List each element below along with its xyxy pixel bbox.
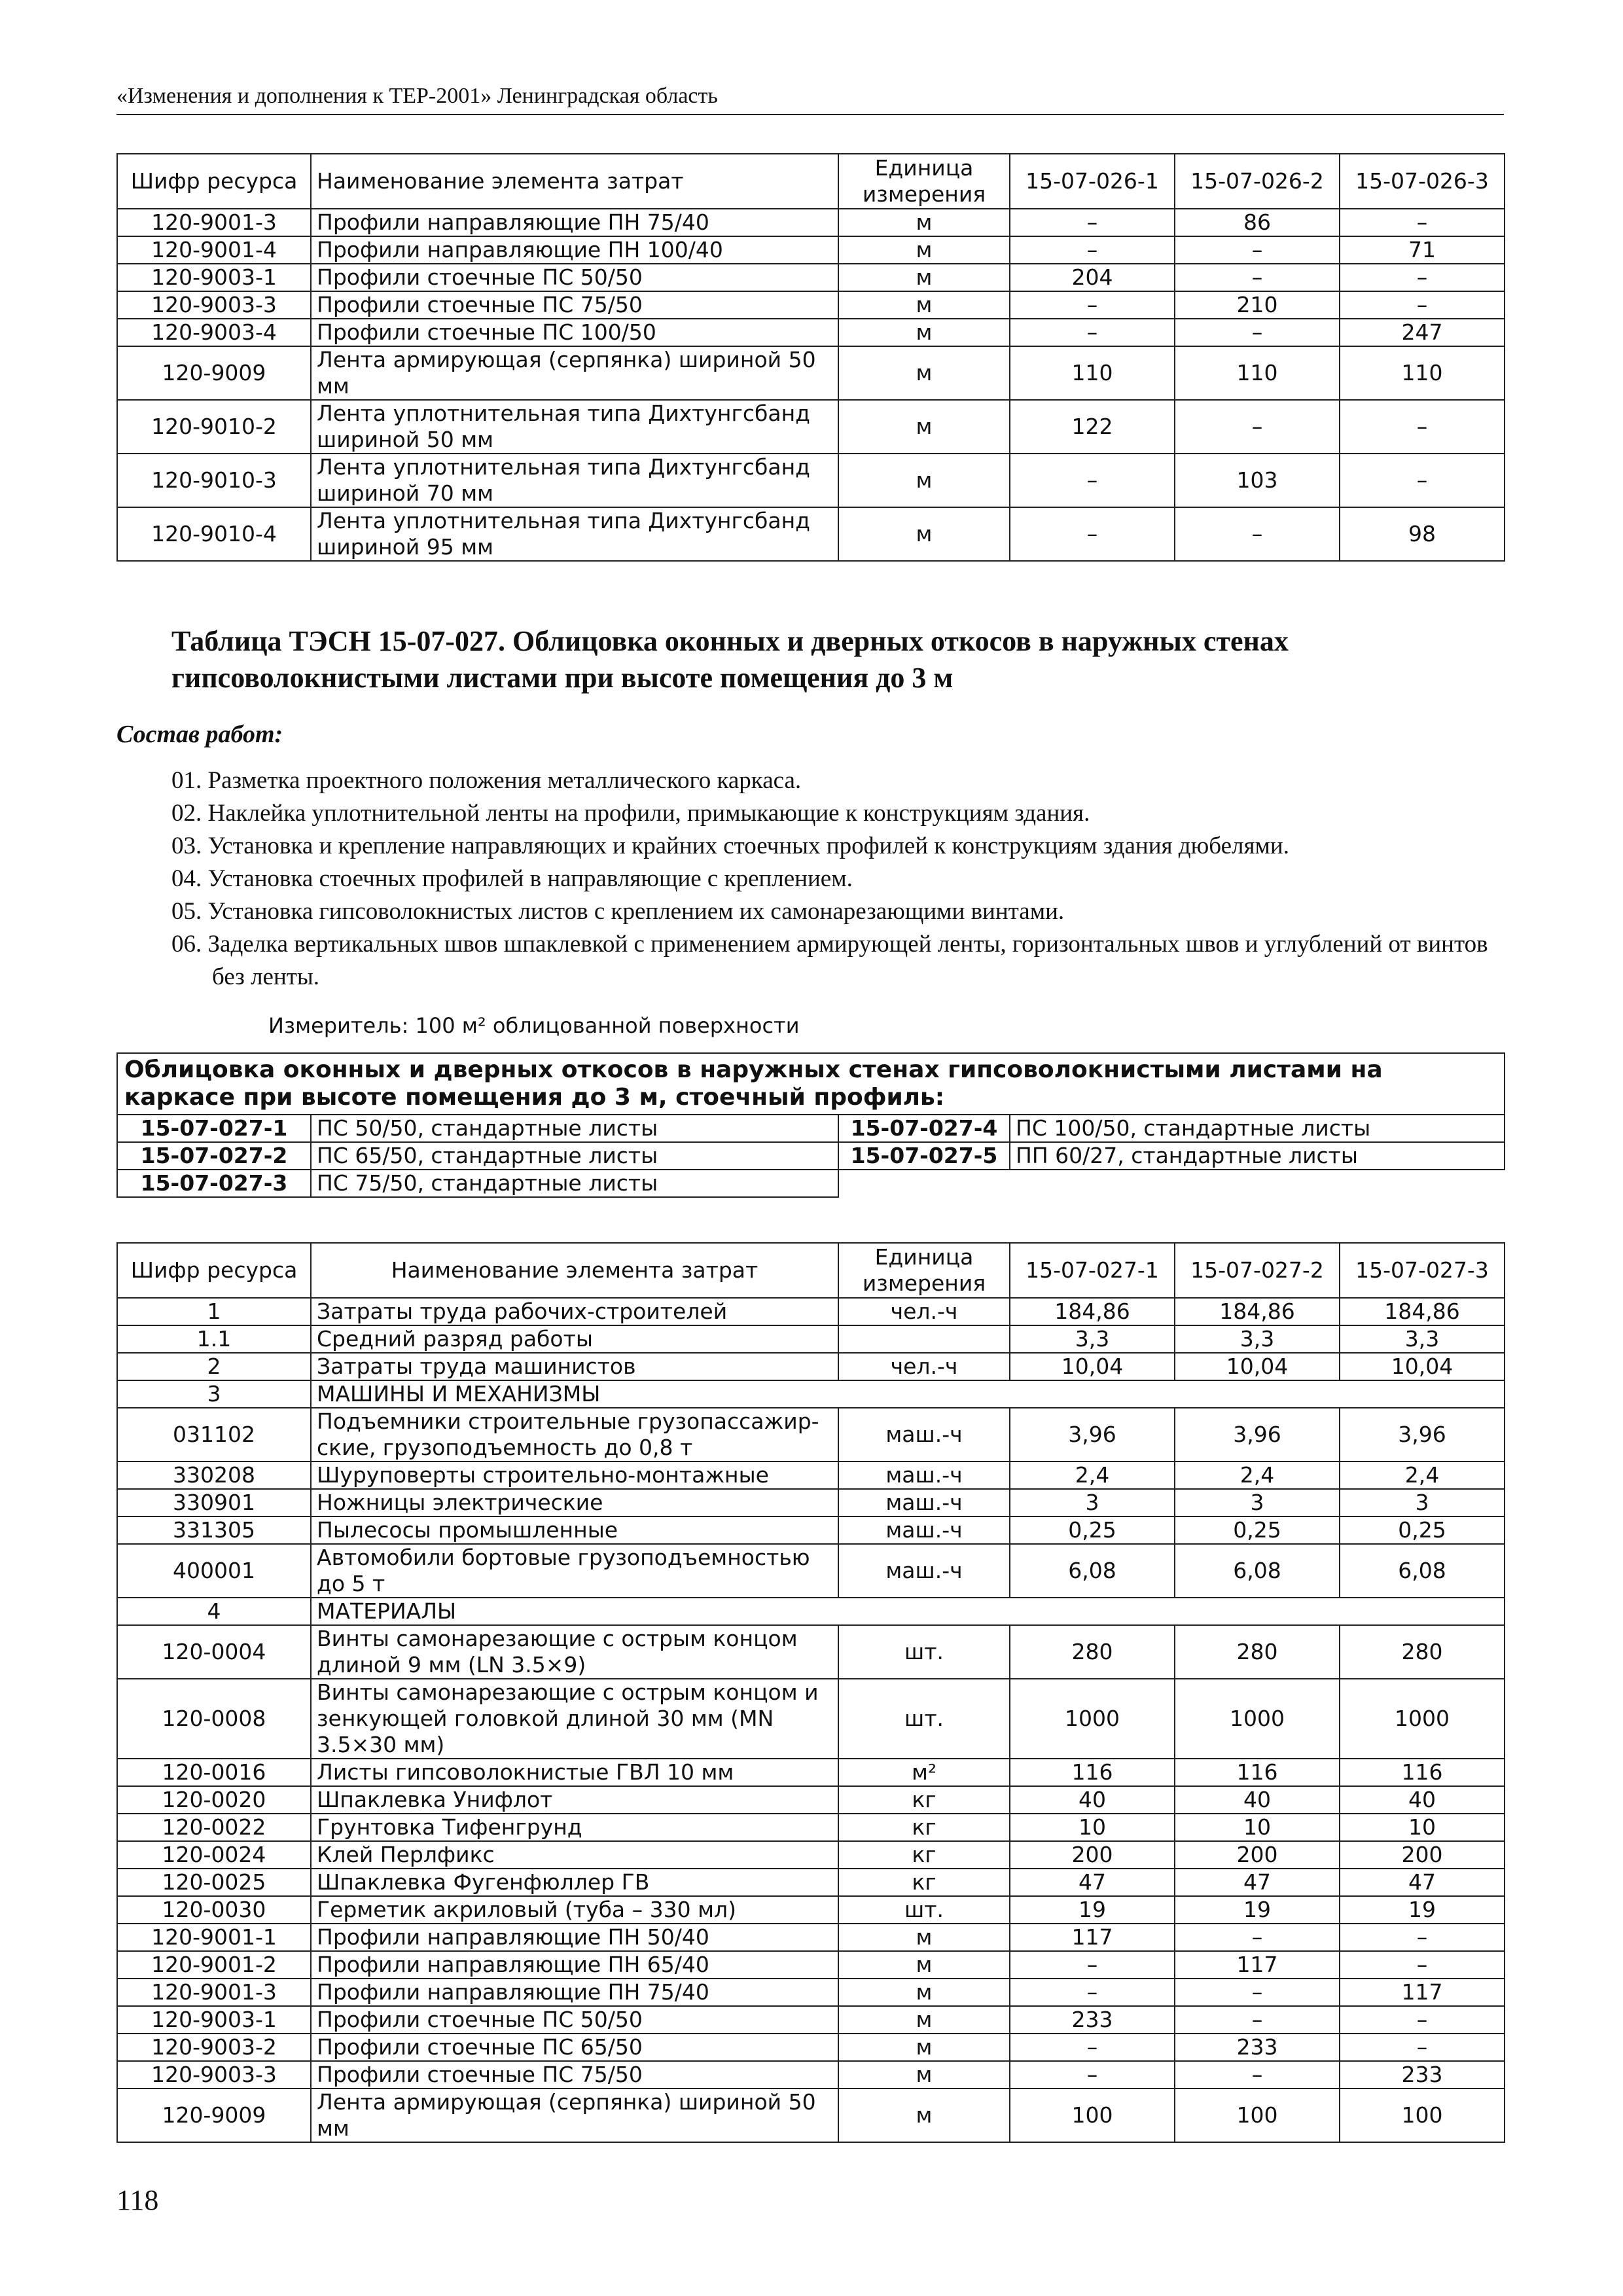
work-item: 05. Установка гипсоволокнистых листов с креплением их самонарезающими винтами. (171, 898, 1065, 925)
col-rate-1: 15-07-027-1 (1010, 1243, 1175, 1298)
cell-value-2: 116 (1175, 1759, 1340, 1786)
col-rate-1: 15-07-026-1 (1010, 154, 1175, 209)
cell-value-2: 10 (1175, 1814, 1340, 1841)
cell-unit: м (838, 319, 1010, 346)
table-row (117, 1462, 1505, 1489)
cell-code: 330208 (117, 1462, 311, 1489)
cell-value-2: – (1175, 319, 1340, 346)
cell-unit: шт. (838, 1625, 1010, 1679)
cell-value-2: – (1175, 2061, 1340, 2089)
cell-value-2: 40 (1175, 1786, 1340, 1814)
cell-value-1: 2,4 (1010, 1462, 1175, 1489)
cell-value-2: 19 (1175, 1896, 1340, 1924)
col-name: Наименование элемента затрат (311, 1243, 838, 1298)
cell-unit: м (838, 2061, 1010, 2089)
rate-code: 15-07-027-5 (838, 1142, 1010, 1170)
cell-value-3: – (1340, 454, 1505, 507)
cell-value-2: 3,96 (1175, 1408, 1340, 1462)
cell-unit: м (838, 454, 1010, 507)
cell-value-3: 3,96 (1340, 1408, 1505, 1462)
table-row (117, 2006, 1505, 2034)
cell-unit: м (838, 209, 1010, 236)
cell-name: Профили стоечные ПС 65/50 (311, 2034, 838, 2061)
cell-value-2: – (1175, 1979, 1340, 2006)
resource-table-027 (116, 1242, 1505, 2143)
cell-value-1: 122 (1010, 400, 1175, 454)
cell-value-3: 100 (1340, 2089, 1505, 2142)
cell-value-1: 184,86 (1010, 1298, 1175, 1325)
table-row (117, 507, 1505, 561)
cell-code: 120-9010-2 (117, 400, 311, 454)
cell-name: Профили стоечные ПС 50/50 (311, 264, 838, 291)
cell-name: Шпаклевка Фугенфюллер ГВ (311, 1869, 838, 1896)
table-row (117, 2061, 1505, 2089)
table-row (117, 1298, 1505, 1325)
cell-value-3: 0,25 (1340, 1516, 1505, 1544)
cell-name: Ножницы электрические (311, 1489, 838, 1516)
cell-name: Винты самонарезающие с острым концом длиной 9 мм (LN 3.5×9) (311, 1625, 838, 1679)
cell-name: Профили направляющие ПН 100/40 (311, 236, 838, 264)
cell-value-3: – (1340, 2006, 1505, 2034)
cell-value-2: 210 (1175, 291, 1340, 319)
cell-value-2: 103 (1175, 454, 1340, 507)
cell-code: 120-0030 (117, 1896, 311, 1924)
cell-unit: м (838, 400, 1010, 454)
cell-unit: м (838, 346, 1010, 400)
cell-value-3: – (1340, 291, 1505, 319)
cell-unit (838, 1325, 1010, 1353)
cell-section-name: МАШИНЫ И МЕХАНИЗМЫ (311, 1380, 1505, 1408)
cell-unit: чел.-ч (838, 1353, 1010, 1380)
cell-value-1: – (1010, 209, 1175, 236)
cell-value-2: 3 (1175, 1489, 1340, 1516)
cell-value-2: – (1175, 400, 1340, 454)
cell-code: 120-9010-3 (117, 454, 311, 507)
table-row (117, 209, 1505, 236)
cell-value-3: 280 (1340, 1625, 1505, 1679)
table-row (117, 1869, 1505, 1896)
cell-unit: м (838, 2034, 1010, 2061)
cell-name: Листы гипсоволокнистые ГВЛ 10 мм (311, 1759, 838, 1786)
table-row (117, 1786, 1505, 1814)
cell-unit: м² (838, 1759, 1010, 1786)
table-row (117, 1353, 1505, 1380)
cell-value-3: 116 (1340, 1759, 1505, 1786)
cell-value-2: 100 (1175, 2089, 1340, 2142)
cell-value-1: – (1010, 291, 1175, 319)
cell-name: Профили стоечные ПС 75/50 (311, 2061, 838, 2089)
table-row (117, 1516, 1505, 1544)
cell-value-3: 1000 (1340, 1679, 1505, 1759)
cell-unit: кг (838, 1841, 1010, 1869)
col-rate-2: 15-07-027-2 (1175, 1243, 1340, 1298)
cell-value-1: – (1010, 1951, 1175, 1979)
rate-desc: ПС 75/50, стандартные листы (311, 1170, 838, 1197)
rate-row (117, 1142, 1505, 1170)
cell-value-3: 247 (1340, 319, 1505, 346)
rate-row (117, 1170, 1505, 1197)
table-row (117, 1489, 1505, 1516)
cell-value-2: 200 (1175, 1841, 1340, 1869)
cell-value-3: 98 (1340, 507, 1505, 561)
cell-value-3: 47 (1340, 1869, 1505, 1896)
cell-value-1: – (1010, 454, 1175, 507)
cell-unit: маш.-ч (838, 1516, 1010, 1544)
cell-value-1: 200 (1010, 1841, 1175, 1869)
cell-value-1: 204 (1010, 264, 1175, 291)
cell-value-1: – (1010, 1979, 1175, 2006)
cell-code: 120-0022 (117, 1814, 311, 1841)
cell-name: Лента армирующая (серпянка) шириной 50 мм (311, 346, 838, 400)
table-row (117, 1325, 1505, 1353)
cell-unit: шт. (838, 1679, 1010, 1759)
table-row (117, 1625, 1505, 1679)
rate-code: 15-07-027-1 (117, 1115, 311, 1142)
cell-name: Лента уплотнительная типа Дихтунгсбанд шириной 50 мм (311, 400, 838, 454)
cell-code: 120-9001-3 (117, 1979, 311, 2006)
cell-value-3: 110 (1340, 346, 1505, 400)
col-code: Шифр ресурса (117, 1243, 311, 1298)
rates-heading: Облицовка оконных и дверных откосов в наружных стенах гипсоволокнистыми листами на каркасе при высоте помещения до 3 м, стоечный профиль: (117, 1053, 1505, 1115)
col-rate-3: 15-07-026-3 (1340, 154, 1505, 209)
col-rate-3: 15-07-027-3 (1340, 1243, 1505, 1298)
running-header: «Изменения и дополнения к ТЕР-2001» Ленинградская область (116, 84, 1504, 115)
cell-unit: м (838, 1924, 1010, 1951)
table-row (117, 1598, 1505, 1625)
cell-code: 120-9003-1 (117, 2006, 311, 2034)
cell-value-2: – (1175, 2006, 1340, 2034)
work-item: 04. Установка стоечных профилей в направляющие с креплением. (171, 865, 853, 892)
cell-unit: м (838, 507, 1010, 561)
cell-value-2: 3,3 (1175, 1325, 1340, 1353)
cell-section-name: МАТЕРИАЛЫ (311, 1598, 1505, 1625)
cell-name: Средний разряд работы (311, 1325, 838, 1353)
cell-value-2: 86 (1175, 209, 1340, 236)
cell-code: 120-9001-3 (117, 209, 311, 236)
cell-value-3: 71 (1340, 236, 1505, 264)
cell-value-3: 10 (1340, 1814, 1505, 1841)
rate-code: 15-07-027-3 (117, 1170, 311, 1197)
cell-name: Профили направляющие ПН 75/40 (311, 209, 838, 236)
cell-value-1: – (1010, 236, 1175, 264)
col-code: Шифр ресурса (117, 154, 311, 209)
cell-unit: м (838, 2006, 1010, 2034)
cell-name: Шпаклевка Унифлот (311, 1786, 838, 1814)
cell-value-3: 19 (1340, 1896, 1505, 1924)
cell-value-1: 19 (1010, 1896, 1175, 1924)
cell-value-1: 116 (1010, 1759, 1175, 1786)
cell-value-3: – (1340, 400, 1505, 454)
cell-name: Подъемники строительные грузопассажир-ские, грузоподъемность до 0,8 т (311, 1408, 838, 1462)
cell-value-2: – (1175, 1924, 1340, 1951)
cell-value-2: 110 (1175, 346, 1340, 400)
cell-code: 120-0020 (117, 1786, 311, 1814)
table-row (117, 1896, 1505, 1924)
table-row (117, 264, 1505, 291)
table-row (117, 454, 1505, 507)
works-list (171, 764, 1507, 994)
table-header-row (117, 1243, 1505, 1298)
rate-code: 15-07-027-2 (117, 1142, 311, 1170)
cell-name: Герметик акриловый (туба – 330 мл) (311, 1896, 838, 1924)
cell-value-3: – (1340, 1951, 1505, 1979)
cell-name: Профили стоечные ПС 100/50 (311, 319, 838, 346)
table-row (117, 1924, 1505, 1951)
cell-value-3: 3 (1340, 1489, 1505, 1516)
cell-unit: м (838, 2089, 1010, 2142)
cell-name: Профили направляющие ПН 50/40 (311, 1924, 838, 1951)
cell-code: 120-9001-1 (117, 1924, 311, 1951)
cell-value-1: – (1010, 2061, 1175, 2089)
table-row (117, 346, 1505, 400)
work-item: 02. Наклейка уплотнительной ленты на профили, примыкающие к конструкциям здания. (171, 800, 1090, 827)
cell-unit: кг (838, 1869, 1010, 1896)
cell-value-1: 1000 (1010, 1679, 1175, 1759)
cell-unit: м (838, 1951, 1010, 1979)
cell-value-2: 2,4 (1175, 1462, 1340, 1489)
meter-line: Измеритель: 100 м² облицованной поверхности (268, 1013, 800, 1038)
cell-value-2: 10,04 (1175, 1353, 1340, 1380)
work-item: 03. Установка и крепление направляющих и крайних стоечных профилей к конструкциям здания дюбелями. (171, 833, 1289, 859)
rates-table (116, 1052, 1505, 1198)
cell-code: 3 (117, 1380, 311, 1408)
table-title: Таблица ТЭСН 15-07-027. Облицовка оконных и дверных откосов в наружных стенах гипсоволокнистыми листами при высоте помещения до 3 м (171, 625, 1289, 694)
cell-name: Лента армирующая (серпянка) шириной 50 мм (311, 2089, 838, 2142)
cell-value-3: 200 (1340, 1841, 1505, 1869)
cell-value-2: 6,08 (1175, 1544, 1340, 1598)
resource-table-026 (116, 153, 1505, 562)
cell-code: 031102 (117, 1408, 311, 1462)
table-row (117, 2034, 1505, 2061)
page-number: 118 (116, 2184, 159, 2216)
cell-unit: кг (838, 1786, 1010, 1814)
table-row (117, 1759, 1505, 1786)
cell-value-1: 10,04 (1010, 1353, 1175, 1380)
cell-value-3: 2,4 (1340, 1462, 1505, 1489)
table-row (117, 1544, 1505, 1598)
cell-value-2: 184,86 (1175, 1298, 1340, 1325)
rate-desc: ПП 60/27, стандартные листы (1010, 1142, 1505, 1170)
cell-code: 120-9001-2 (117, 1951, 311, 1979)
col-name: Наименование элемента затрат (311, 154, 838, 209)
cell-unit: шт. (838, 1896, 1010, 1924)
cell-name: Грунтовка Тифенгрунд (311, 1814, 838, 1841)
cell-code: 2 (117, 1353, 311, 1380)
cell-name: Лента уплотнительная типа Дихтунгсбанд шириной 70 мм (311, 454, 838, 507)
table-row (117, 400, 1505, 454)
col-unit: Единица измерения (838, 1243, 1010, 1298)
cell-unit: кг (838, 1814, 1010, 1841)
table-row (117, 2089, 1505, 2142)
cell-name: Профили направляющие ПН 75/40 (311, 1979, 838, 2006)
cell-name: Профили направляющие ПН 65/40 (311, 1951, 838, 1979)
cell-value-2: 47 (1175, 1869, 1340, 1896)
cell-value-1: 10 (1010, 1814, 1175, 1841)
cell-value-2: – (1175, 264, 1340, 291)
cell-name: Пылесосы промышленные (311, 1516, 838, 1544)
rate-desc: ПС 50/50, стандартные листы (311, 1115, 838, 1142)
cell-unit: м (838, 1979, 1010, 2006)
cell-code: 120-0008 (117, 1679, 311, 1759)
col-rate-2: 15-07-026-2 (1175, 154, 1340, 209)
cell-value-2: 280 (1175, 1625, 1340, 1679)
cell-name: Затраты труда машинистов (311, 1353, 838, 1380)
cell-name: Профили стоечные ПС 50/50 (311, 2006, 838, 2034)
table-row (117, 1951, 1505, 1979)
cell-unit: маш.-ч (838, 1462, 1010, 1489)
cell-code: 120-9003-2 (117, 2034, 311, 2061)
cell-value-1: 3,96 (1010, 1408, 1175, 1462)
cell-name: Затраты труда рабочих-строителей (311, 1298, 838, 1325)
cell-value-1: 100 (1010, 2089, 1175, 2142)
cell-code: 1 (117, 1298, 311, 1325)
cell-value-2: – (1175, 236, 1340, 264)
table-row (117, 1679, 1505, 1759)
table-header-row (117, 154, 1505, 209)
cell-code: 120-0016 (117, 1759, 311, 1786)
cell-code: 120-0024 (117, 1841, 311, 1869)
cell-value-1: 117 (1010, 1924, 1175, 1951)
cell-code: 331305 (117, 1516, 311, 1544)
table-row (117, 291, 1505, 319)
cell-value-3: – (1340, 264, 1505, 291)
cell-value-1: 3,3 (1010, 1325, 1175, 1353)
rate-desc: ПС 100/50, стандартные листы (1010, 1115, 1505, 1142)
work-item: 01. Разметка проектного положения металлического каркаса. (171, 767, 802, 794)
col-unit: Единица измерения (838, 154, 1010, 209)
cell-value-2: 233 (1175, 2034, 1340, 2061)
cell-code: 400001 (117, 1544, 311, 1598)
cell-value-2: – (1175, 507, 1340, 561)
table-row (117, 236, 1505, 264)
cell-code: 1.1 (117, 1325, 311, 1353)
table-row (117, 1841, 1505, 1869)
cell-code: 120-9003-3 (117, 291, 311, 319)
cell-code: 120-9003-4 (117, 319, 311, 346)
cell-value-1: 40 (1010, 1786, 1175, 1814)
cell-name: Винты самонарезающие с острым концом и зенкующей головкой длиной 30 мм (MN 3.5×30 мм) (311, 1679, 838, 1759)
cell-value-3: 117 (1340, 1979, 1505, 2006)
cell-value-3: 40 (1340, 1786, 1505, 1814)
cell-value-3: – (1340, 1924, 1505, 1951)
cell-unit: маш.-ч (838, 1489, 1010, 1516)
cell-code: 120-9003-1 (117, 264, 311, 291)
cell-value-2: 1000 (1175, 1679, 1340, 1759)
cell-value-1: 233 (1010, 2006, 1175, 2034)
cell-code: 120-9003-3 (117, 2061, 311, 2089)
cell-value-3: – (1340, 209, 1505, 236)
cell-name: Шуруповерты строительно-монтажные (311, 1462, 838, 1489)
table-row (117, 319, 1505, 346)
rate-row (117, 1115, 1505, 1142)
cell-name: Профили стоечные ПС 75/50 (311, 291, 838, 319)
work-item: 06. Заделка вертикальных швов шпаклевкой с применением армирующей ленты, горизонтальных швов и углублений от винтов без ленты. (171, 931, 1488, 990)
cell-value-2: 117 (1175, 1951, 1340, 1979)
cell-value-3: 233 (1340, 2061, 1505, 2089)
cell-code: 120-9010-4 (117, 507, 311, 561)
works-heading: Состав работ: (116, 721, 283, 748)
cell-code: 330901 (117, 1489, 311, 1516)
cell-value-1: – (1010, 507, 1175, 561)
table-row (117, 1814, 1505, 1841)
table-row (117, 1408, 1505, 1462)
cell-value-2: 0,25 (1175, 1516, 1340, 1544)
cell-unit: маш.-ч (838, 1408, 1010, 1462)
table-row (117, 1979, 1505, 2006)
cell-value-3: 6,08 (1340, 1544, 1505, 1598)
cell-value-1: – (1010, 2034, 1175, 2061)
cell-name: Автомобили бортовые грузоподъемностью до 5 т (311, 1544, 838, 1598)
cell-unit: м (838, 236, 1010, 264)
cell-value-1: 110 (1010, 346, 1175, 400)
cell-value-1: – (1010, 319, 1175, 346)
cell-value-3: 10,04 (1340, 1353, 1505, 1380)
cell-code: 120-9009 (117, 346, 311, 400)
cell-unit: м (838, 291, 1010, 319)
cell-value-1: 47 (1010, 1869, 1175, 1896)
cell-value-3: 184,86 (1340, 1298, 1505, 1325)
cell-unit: маш.-ч (838, 1544, 1010, 1598)
cell-code: 4 (117, 1598, 311, 1625)
cell-value-1: 280 (1010, 1625, 1175, 1679)
cell-name: Лента уплотнительная типа Дихтунгсбанд шириной 95 мм (311, 507, 838, 561)
cell-name: Клей Перлфикс (311, 1841, 838, 1869)
rate-desc: ПС 65/50, стандартные листы (311, 1142, 838, 1170)
cell-code: 120-9009 (117, 2089, 311, 2142)
cell-value-1: 6,08 (1010, 1544, 1175, 1598)
cell-code: 120-9001-4 (117, 236, 311, 264)
rate-code: 15-07-027-4 (838, 1115, 1010, 1142)
cell-value-1: 0,25 (1010, 1516, 1175, 1544)
cell-value-3: – (1340, 2034, 1505, 2061)
table-row (117, 1380, 1505, 1408)
cell-code: 120-0004 (117, 1625, 311, 1679)
cell-unit: м (838, 264, 1010, 291)
cell-code: 120-0025 (117, 1869, 311, 1896)
cell-value-1: 3 (1010, 1489, 1175, 1516)
cell-unit: чел.-ч (838, 1298, 1010, 1325)
cell-value-3: 3,3 (1340, 1325, 1505, 1353)
